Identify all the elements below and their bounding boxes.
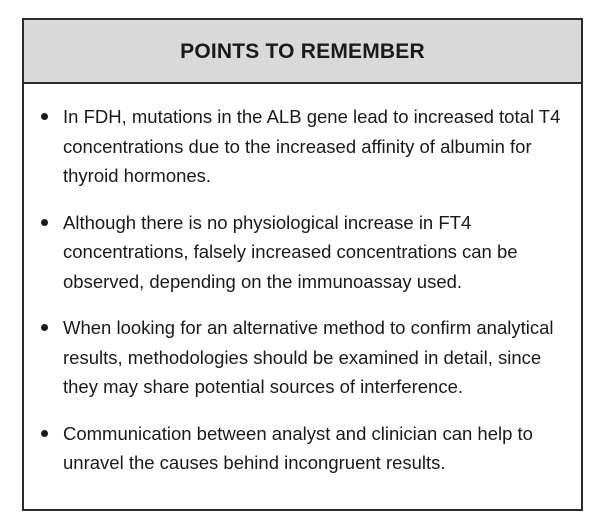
point-text: In FDH, mutations in the ALB gene lead to increased total T4 concentrations due to the increased affinity of albumin for thyroid hormones. bbox=[63, 106, 561, 186]
bullet-icon bbox=[41, 113, 48, 120]
list-item bbox=[38, 208, 567, 297]
list-item bbox=[38, 313, 567, 402]
list-item bbox=[38, 419, 567, 478]
bullet-icon bbox=[41, 324, 48, 331]
point-text: When looking for an alternative method to confirm analytical results, methodologies should be examined in detail, since they may share potential sources of interference. bbox=[63, 317, 554, 397]
box-header bbox=[24, 20, 581, 84]
point-text: Although there is no physiological increase in FT4 concentrations, falsely increased concentrations can be observed, depending on the immunoassay used. bbox=[63, 211, 518, 292]
bullet-icon bbox=[41, 219, 48, 226]
points-list bbox=[24, 84, 581, 478]
bullet-icon bbox=[41, 430, 48, 437]
box-title: POINTS TO REMEMBER bbox=[180, 40, 425, 63]
points-to-remember-box bbox=[22, 18, 583, 511]
point-text: Communication between analyst and clinician can help to unravel the causes behind incongruent results. bbox=[63, 422, 533, 473]
list-item bbox=[38, 102, 567, 191]
